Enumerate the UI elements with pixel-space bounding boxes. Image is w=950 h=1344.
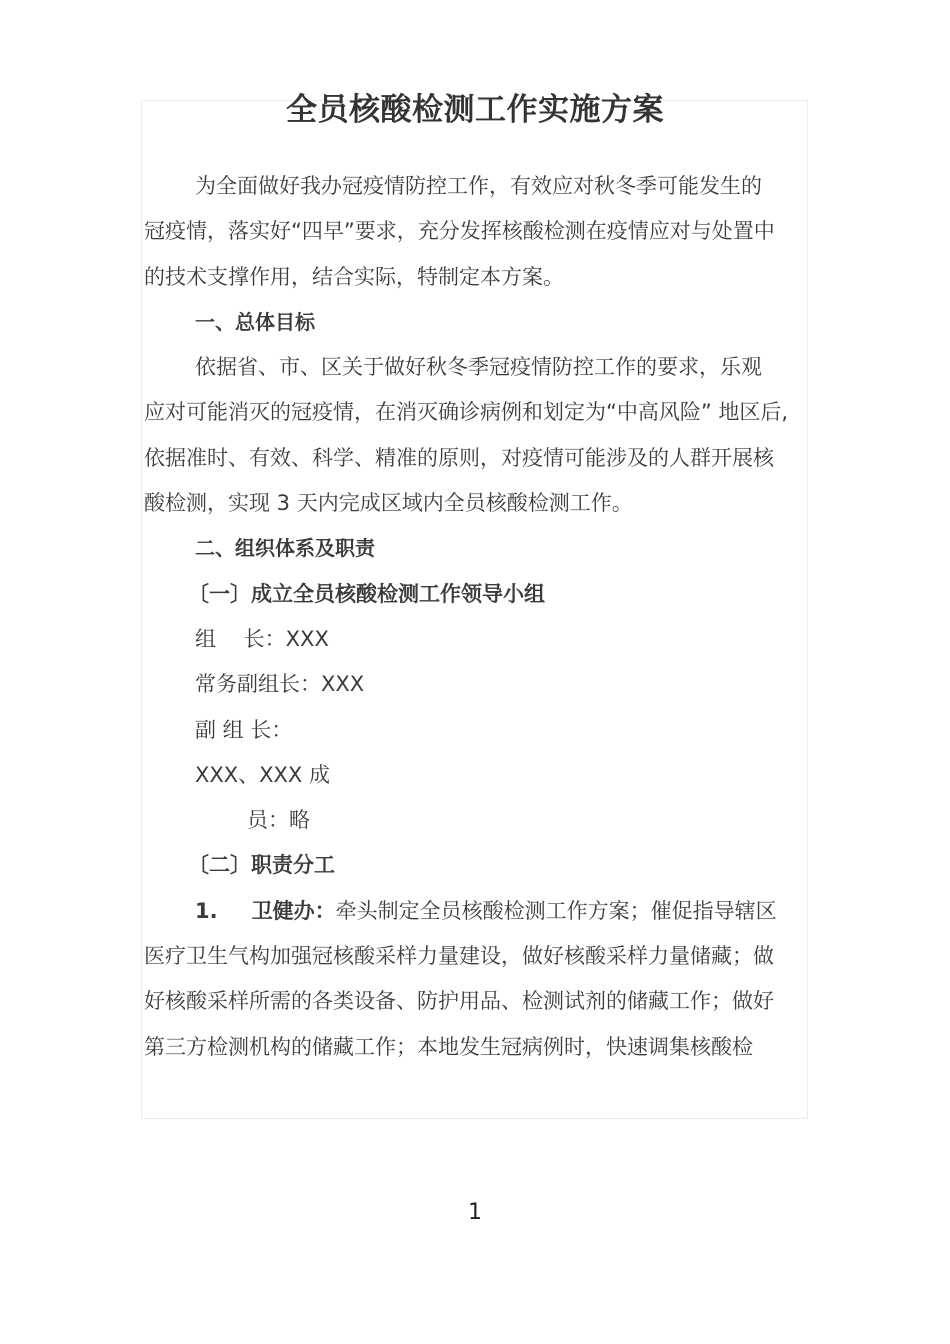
exec-deputy-line: 常务副组长：XXX [195, 672, 365, 697]
section-heading: 一、总体目标 [195, 309, 315, 334]
list-item-first-line [144, 889, 816, 934]
paragraph-line: 第三方检测机构的储藏工作；本地发生冠病例时，快速调集核酸检 [144, 1034, 753, 1059]
document-body [144, 164, 816, 1070]
paragraph-line: 好核酸采样所需的各类设备、防护用品、检测试剂的储藏工作；做好 [144, 989, 774, 1014]
deputy-label-line: 副 组 长： [195, 717, 293, 742]
paragraph-line: 为全面做好我办冠疫情防控工作，有效应对秋冬季可能发生的 [195, 174, 762, 198]
deputy-names-line: XXX、XXX 成 [195, 762, 330, 787]
paragraph-line: 应对可能消灭的冠疫情，在消灭确诊病例和划定为“中高风险” 地区后, [144, 400, 789, 425]
paragraph-line: 医疗卫生气构加强冠核酸采样力量建设，做好核酸采样力量储藏；做 [144, 944, 774, 969]
subsection-heading: 〔二〕职责分工 [188, 853, 335, 878]
subsection-heading: 〔一〕成立全员核酸检测工作领导小组 [188, 581, 545, 606]
paragraph-line: 依据准时、有效、科学、精准的原则，对疫情可能涉及的人群开展核 [144, 445, 774, 470]
list-item-number: 1. [195, 898, 218, 923]
section-heading: 二、组织体系及职责 [195, 536, 375, 561]
paragraph-line: 冠疫情，落实好“四早”要求，充分发挥核酸检测在疫情应对与处置中 [144, 219, 775, 244]
members-line: 员：略 [247, 808, 310, 833]
leader-line: 组 长：XXX [195, 626, 329, 651]
paragraph-line: 的技术支撑作用，结合实际，特制定本方案。 [144, 264, 564, 289]
paragraph-line: 酸检测，实现 3 天内完成区域内全员核酸检测工作。 [144, 491, 633, 516]
page-number: 1 [468, 1200, 482, 1225]
list-item-label: 卫健办： [251, 898, 336, 923]
paragraph-line: 依据省、市、区关于做好秋冬季冠疫情防控工作的要求，乐观 [195, 355, 762, 380]
document-title: 全员核酸检测工作实施方案 [286, 92, 664, 128]
list-item-text: 牵头制定全员核酸检测工作方案；催促指导辖区 [335, 898, 777, 923]
